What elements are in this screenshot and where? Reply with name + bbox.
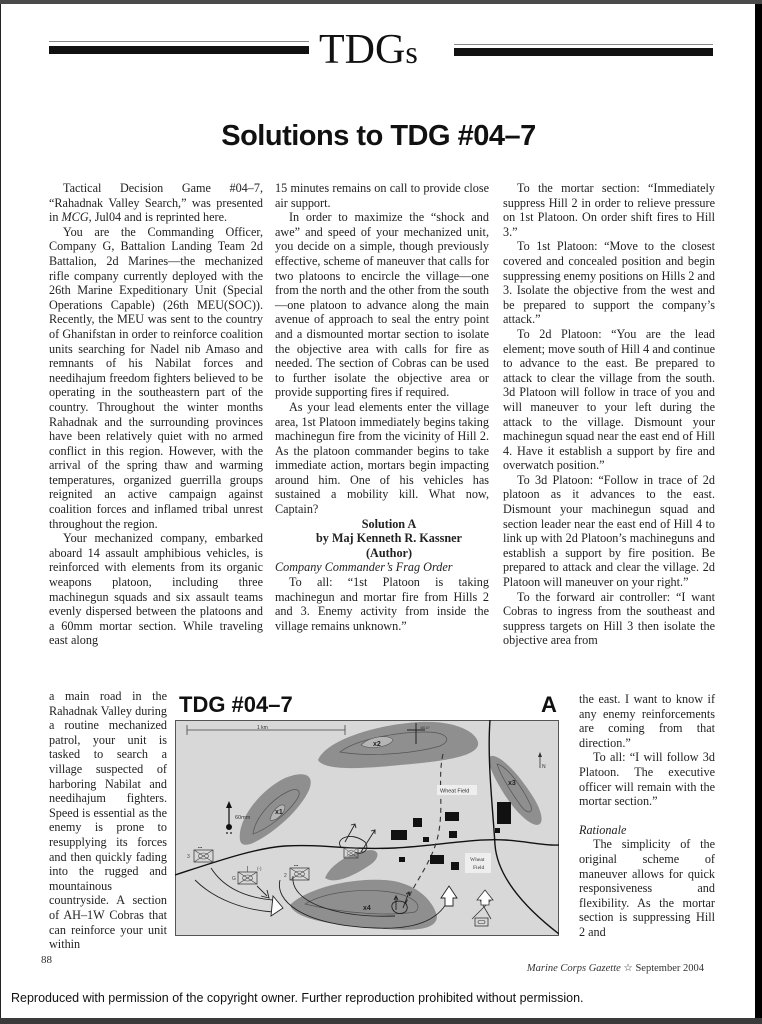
- scan-edge: [755, 4, 762, 1020]
- scenario-paragraph-2-cont: a main road in the Rahadnak Valley during a routine mechanized patrol, your unit is tasked to search a village suspected of harboring Nabilat and needihajum fighters. Speed is essential as the enemy is prone to resupplying its forces and then quickly fading into the rugged and mountainous countryside. A section of AH–1W Cobras that can reinforce your unit within: [49, 689, 167, 952]
- wheat-field-1-label: Wheat Field: [440, 788, 470, 795]
- order-mortar-section: To the mortar section: “Immediately suppress Hill 2 in order to relieve pressure on 1st Platoon. On order shift fires to Hill 3.”: [503, 181, 715, 239]
- solution-author: by Maj Kenneth R. Kassner: [316, 531, 462, 546]
- svg-text:3: 3: [187, 854, 190, 860]
- column-3: [503, 181, 715, 648]
- viewer-bottom-bar: [0, 1018, 762, 1024]
- rationale-paragraph: The simplicity of the original scheme of maneuver allows for quick responsiveness and flexibility. As the mortar section is suppressing Hill 2 and: [579, 837, 715, 939]
- svg-text:Wheat: Wheat: [470, 857, 485, 863]
- intro-paragraph: Tactical Decision Game #04–7, “Rahadnak Valley Search,” was presented in MCG, Jul04 and is reprinted here.: [49, 181, 263, 225]
- frag-order-label: Company Commander’s Frag Order: [275, 560, 453, 575]
- svg-text:(-): (-): [257, 866, 262, 871]
- svg-text:x4: x4: [363, 905, 371, 912]
- svg-text:G: G: [232, 876, 236, 882]
- svg-text:x2: x2: [373, 741, 381, 748]
- order-fac-cont: the east. I want to know if any enemy reinforcements are coming from that direction.”: [579, 692, 715, 750]
- frag-order-to-all: To all: “1st Platoon is taking machinegun and mortar fire from Hills 2 and 3. Enemy activity from inside the village remains unknown.”: [275, 575, 489, 633]
- column-2: [275, 181, 489, 633]
- masthead: [49, 24, 713, 74]
- order-2d-platoon: To 2d Platoon: “You are the lead element; move south of Hill 4 and continue to advance to the east. Be prepared to attack to clear the village from the south. 3d Platoon will follow in trace of you and will maneuver to your left during the attack to the village. Dismount your machinegun squad near the east end of Hill 4. Have it establish a support by fire and overwatch position.”: [503, 326, 715, 473]
- document-page: [0, 4, 756, 1020]
- publication-footer: Marine Corps Gazette ☆ September 2004: [526, 963, 704, 974]
- svg-text:N: N: [542, 764, 546, 770]
- masthead-rule-right: [454, 48, 713, 56]
- copyright-notice: Reproduced with permission of the copyright owner. Further reproduction prohibited without permission.: [11, 991, 584, 1005]
- svg-text:2: 2: [284, 873, 287, 879]
- solution-author-role: (Author): [365, 545, 413, 560]
- masthead-rule-left-thin: [49, 41, 309, 42]
- scenario-paragraph-1: You are the Commanding Officer, Company G, Battalion Landing Team 2d Battalion, 2d Marines—the mechanized rifle company currently deployed with the 26th Marine Expeditionary Unit (Special Operations Capable) (26th MEU(SOC)). Recently, the MEU was sent to the country of Ghanifstan in order to reinforce coalition units searching for Nadel nib Amaso and remnants of his Nabilat forces and needihajum freedom fighters believed to be operating in the southeastern part of the country. Throughout the winter months Rahadnak and the surrounding provinces have been relatively quiet with no armed conflict in this region. However, with the arrival of the spring thaw and warming temperatures, organized guerrilla groups reignited an active campaign against coalition forces and inflamed tribal unrest throughout the region.: [49, 224, 263, 531]
- svg-text:•••: •••: [294, 863, 299, 868]
- tactical-map: [175, 720, 559, 936]
- order-to-all-final: To all: “I will follow 3d Platoon. The executive officer will remain with the mortar section.”: [579, 750, 715, 809]
- svg-text:•••: •••: [198, 845, 203, 850]
- solution-title: Solution A: [361, 516, 417, 531]
- order-1st-platoon: To 1st Platoon: “Move to the closest covered and concealed position and begin suppressing enemy positions on Hills 2 and 3. Isolate the objective from the west and be prepared to support the company’s attack.”: [503, 239, 715, 327]
- svg-text:x3: x3: [508, 780, 516, 787]
- article-headline: Solutions to TDG #04–7: [221, 120, 536, 152]
- svg-text:4810?: 4810?: [420, 726, 430, 730]
- scenario-paragraph-4: In order to maximize the “shock and awe” and speed of your mechanized unit, you decide on a simple, though previously effective, scheme of maneuver that calls for two platoons to encircle the village—one from the north and the other from the south—one platoon to advance along the main avenue of approach to seal the entry point and a dismounted mortar section to isolate the objective area with calls for fire as needed. The section of Cobras can be used to further isolate the objective area or provide supporting fires if required.: [275, 210, 489, 400]
- column-3-continued: [579, 692, 715, 940]
- scenario-paragraph-2: Your mechanized company, embarked aboard 14 assault amphibious vehicles, is reinforced with elements from its organic weapons platoon, including three machinegun squads and six assault teams evenly dispersed between the platoons and a 60mm mortar section. While traveling east along: [49, 531, 263, 648]
- order-3d-platoon: To 3d Platoon: “Follow in trace of 2d platoon as it advances to the east. Dismount your machinegun squad and section leader near the east end of Hill 4 to link up with 2d Platoon’s machineguns and establish a support by fire position. Be prepared to attack and clear the village. 2d Platoon will maneuver on your right.”: [503, 472, 715, 590]
- page-number: 88: [41, 954, 52, 966]
- section-title: TDGs: [319, 27, 418, 73]
- map-title: TDG #04–7: [179, 692, 293, 717]
- masthead-rule-left: [49, 46, 309, 54]
- order-forward-air-controller: To the forward air controller: “I want Cobras to ingress from the southeast and suppress targets on Hill 3 then isolate the objective area from: [503, 589, 715, 648]
- scenario-paragraph-3: 15 minutes remains on call to provide close air support.: [275, 181, 489, 210]
- rationale-label: Rationale: [579, 822, 627, 837]
- column-1-continued: [49, 689, 167, 952]
- svg-text:Field: Field: [473, 865, 485, 871]
- scale-label: 1 km: [257, 725, 268, 731]
- masthead-rule-right-thin: [454, 44, 713, 45]
- scenario-paragraph-5: As your lead elements enter the village area, 1st Platoon immediately begins taking machinegun fire from the vicinity of Hill 2. As the platoon commander begins to take immediate action, mortars begin impacting around him. One of his vehicles has sustained a mobility kill. What now, Captain?: [275, 399, 489, 517]
- map-solution-letter: A: [541, 692, 557, 717]
- svg-text:x1: x1: [275, 809, 283, 816]
- svg-text:60mm: 60mm: [235, 815, 251, 821]
- column-1: [49, 181, 263, 648]
